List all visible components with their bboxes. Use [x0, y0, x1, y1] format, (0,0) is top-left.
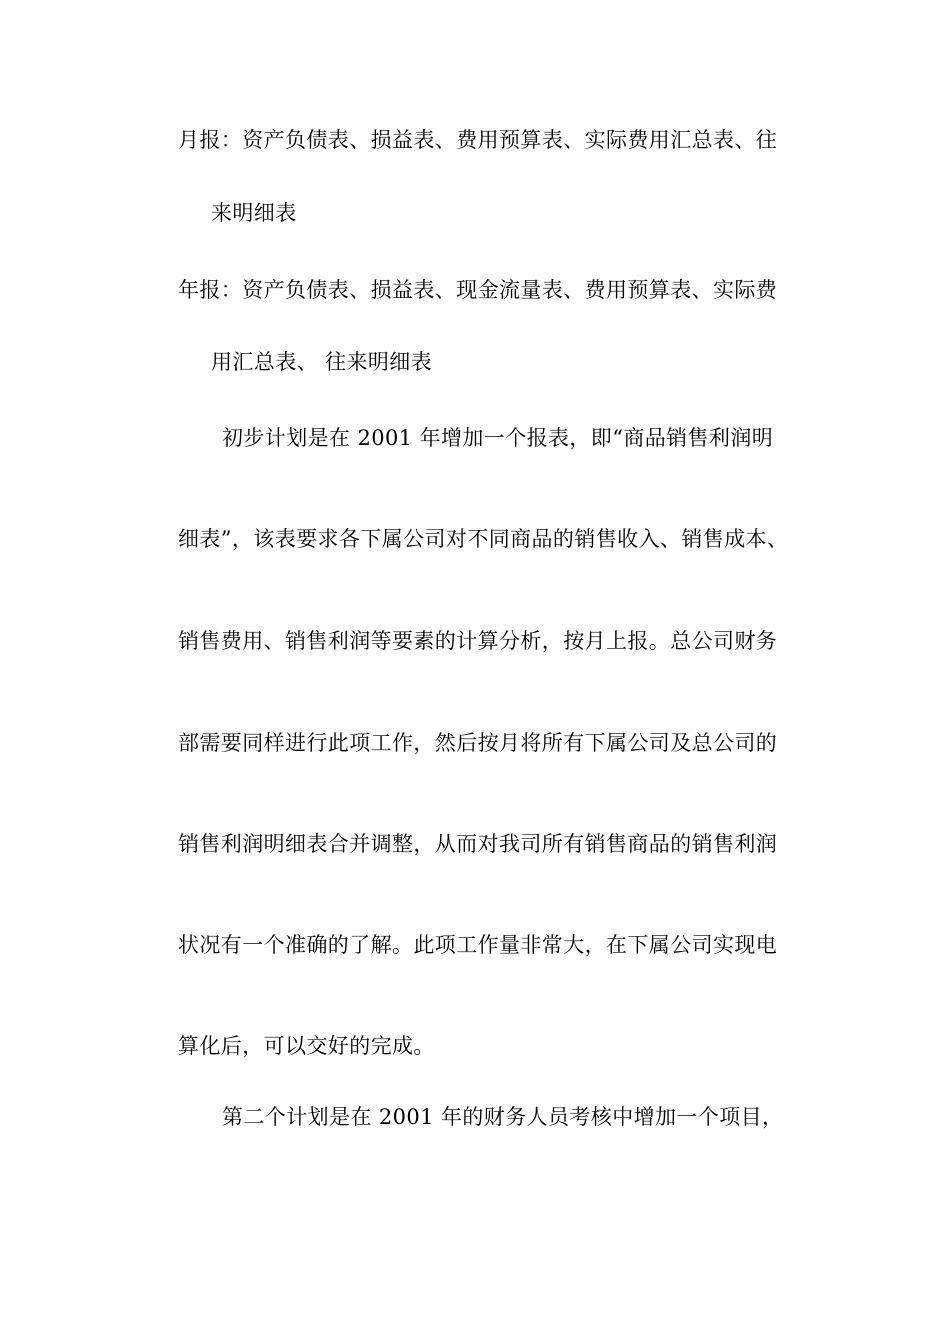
paragraph-1-line-1: 初步计划是在 2001 年增加一个报表，即“商品销售利润明 [222, 426, 774, 450]
paragraph-1-line-4: 部需要同样进行此项工作，然后按月将所有下属公司及总公司的 [178, 731, 778, 755]
paragraph-1-line-6: 状况有一个准确的了解。此项工作量非常大，在下属公司实现电 [178, 933, 778, 957]
paragraph-1-line-7: 算化后，可以交好的完成。 [178, 1034, 435, 1058]
paragraph-2-line-1: 第二个计划是在 2001 年的财务人员考核中增加一个项目， [222, 1105, 784, 1129]
paragraph-1-line-5: 销售利润明细表合并调整，从而对我司所有销售商品的销售利润 [178, 832, 778, 856]
annual-report-continuation: 用汇总表、 往来明细表 [211, 350, 433, 374]
annual-report-line: 年报：资产负债表、损益表、现金流量表、费用预算表、实际费 [178, 278, 778, 302]
paragraph-1-line-3: 销售费用、销售利润等要素的计算分析，按月上报。总公司财务 [178, 629, 778, 653]
monthly-report-line: 月报：资产负债表、损益表、费用预算表、实际费用汇总表、往 [178, 128, 778, 152]
monthly-report-continuation: 来明细表 [211, 201, 297, 225]
paragraph-1-line-2: 细表”，该表要求各下属公司对不同商品的销售收入、销售成本、 [178, 527, 789, 551]
